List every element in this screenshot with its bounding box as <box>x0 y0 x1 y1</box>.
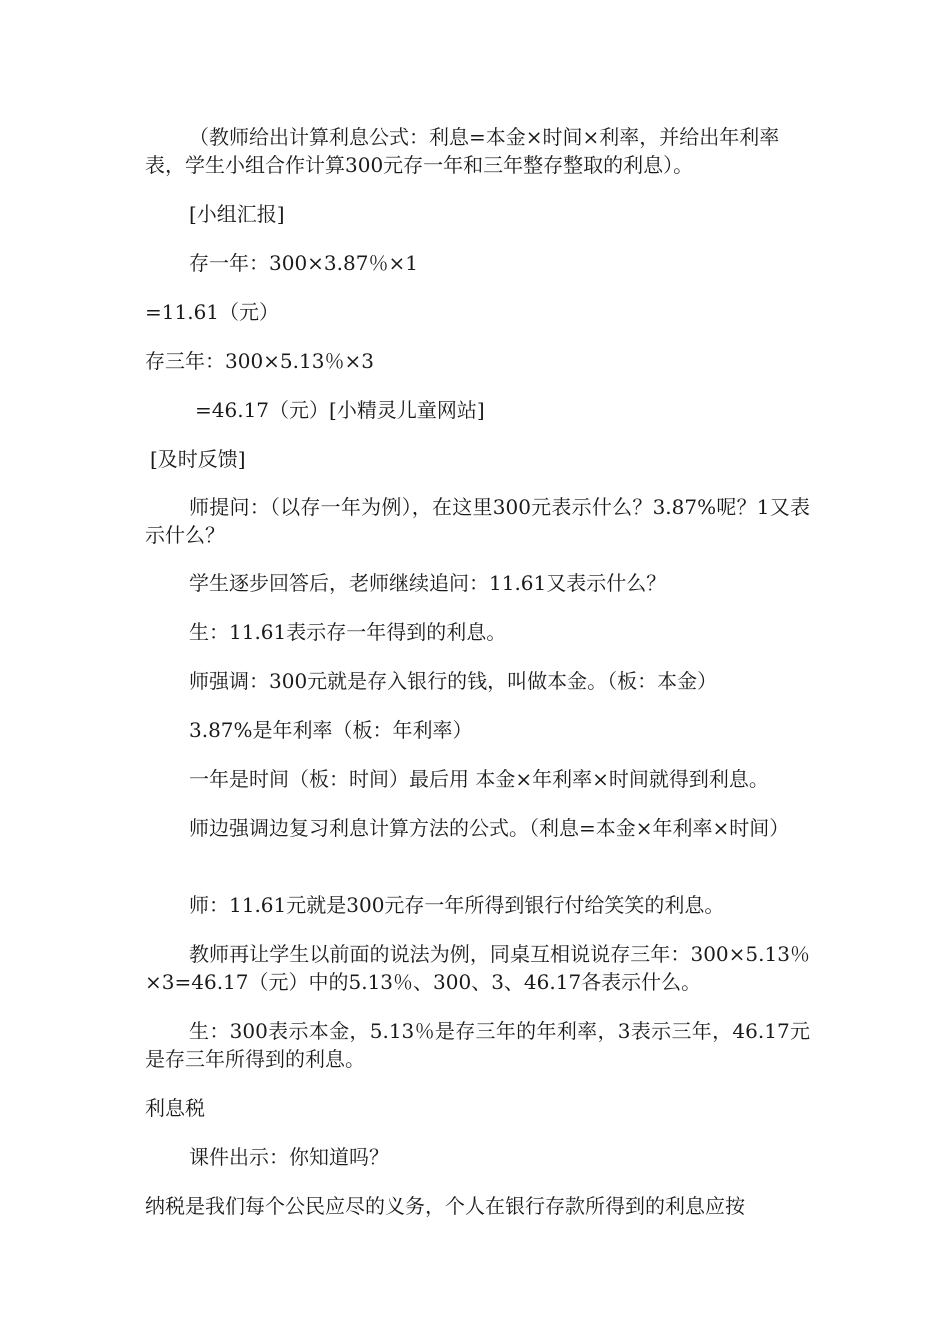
paragraph-one-year-result: =11.61（元） <box>145 300 280 324</box>
paragraph-three-year: 存三年：300×5.13％×3 <box>145 349 374 373</box>
paragraph-three-year-result: =46.17（元）[小精灵儿童网站] <box>195 398 485 422</box>
paragraph-student-explanation: 生：300表示本金，5.13％是存三年的年利率，3表示三年，46.17元是存三年所得到的利息。 <box>145 1019 810 1071</box>
paragraph-courseware: 课件出示：你知道吗？ <box>189 1145 389 1169</box>
paragraph-follow-up: 学生逐步回答后，老师继续追问：11.61又表示什么？ <box>189 571 667 595</box>
paragraph-intro: （教师给出计算利息公式：利息=本金×时间×利率，并给出年利率表，学生小组合作计算300元存一年和三年整存整取的利息）。 <box>145 125 780 177</box>
paragraph-rate: 3.87%是年利率（板：年利率） <box>189 718 473 742</box>
paragraph-formula-review: 师边强调边复习利息计算方法的公式。（利息=本金×年利率×时间） <box>189 816 790 840</box>
paragraph-teacher-question: 师提问：（以存一年为例），在这里300元表示什么？3.87%呢？1又表示什么？ <box>145 495 810 547</box>
paragraph-feedback: [及时反馈] <box>150 447 246 471</box>
paragraph-one-year: 存一年：300×3.87％×1 <box>189 251 418 275</box>
paragraph-interest-meaning: 师：11.61元就是300元存一年所得到银行付给笑笑的利息。 <box>189 893 725 917</box>
section-heading-interest-tax: 利息税 <box>145 1096 205 1120</box>
paragraph-pair-discussion: 教师再让学生以前面的说法为例，同桌互相说说存三年：300×5.13％×3=46.17（元）中的5.13％、300、3、46.17各表示什么。 <box>145 942 810 994</box>
paragraph-tax-duty: 纳税是我们每个公民应尽的义务，个人在银行存款所得到的利息应按 <box>145 1194 745 1218</box>
paragraph-group-report: [小组汇报] <box>189 202 285 226</box>
paragraph-student-answer: 生：11.61表示存一年得到的利息。 <box>189 620 507 644</box>
paragraph-principal: 师强调：300元就是存入银行的钱，叫做本金。（板：本金） <box>189 669 718 693</box>
paragraph-time: 一年是时间（板：时间）最后用 本金×年利率×时间就得到利息。 <box>189 767 769 791</box>
